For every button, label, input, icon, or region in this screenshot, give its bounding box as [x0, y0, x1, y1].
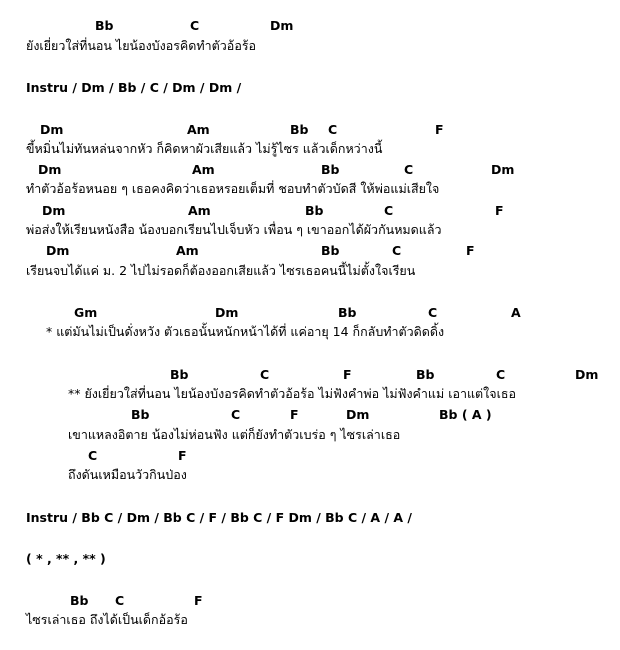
chord: Bb — [290, 122, 309, 137]
lyric-line: ** ยังเยี่ยวใส่ที่นอน ไยน้องบังอรคิดทำตัวอ้อร้อ ไม่ฟังคำพ่อ ไม่ฟังคำแม่ เอาแต่ใจเธอ — [68, 386, 517, 401]
chord: C — [392, 243, 402, 258]
chord: F — [194, 593, 203, 608]
repeat-note: ( * , ** , ** ) — [26, 551, 106, 566]
chord: C — [115, 593, 125, 608]
chord: Dm — [46, 243, 70, 258]
chord: Bb — [70, 593, 89, 608]
chord: Dm — [215, 305, 239, 320]
chord: Am — [188, 203, 211, 218]
chord: C — [328, 122, 338, 137]
lyric-line: ถึงดันเหมือนวัวกินป่อง — [68, 467, 187, 482]
lyric-line: ไซรเล่าเธอ ถึงได้เป็นเด็กอ้อร้อ — [26, 612, 188, 627]
chord: Am — [187, 122, 210, 137]
chord: Gm — [74, 305, 98, 320]
lyric-line: ทำตัวอ้อร้อหนอย ๆ เธอคงคิดว่าเธอหรอยเต็มที่ ชอบทำตัวบัดสี ให้พ่อแม่เสียใจ — [26, 181, 440, 196]
chord: Bb — [131, 407, 150, 422]
chord: Bb — [321, 162, 340, 177]
chord: C — [496, 367, 506, 382]
lyric-line: * แต่มันไม่เป็นดั่งหวัง ตัวเธอนั้นหนักหน้าได้ที่ แค่อายุ 14 ก็กลับทำตัวดิดดิ้ง — [46, 324, 445, 339]
chord: Bb — [170, 367, 189, 382]
lyric-line: ยังเยี่ยวใส่ที่นอน ไยน้องบังอรคิดทำตัวอ้อร้อ — [26, 38, 257, 53]
chord: C — [428, 305, 438, 320]
lyric-line: เขาแหลงอิตาย น้องไม่ห่อนฟัง แต่ก็ยังทำตัวเบร่อ ๆ ไซรเล่าเธอ — [68, 427, 401, 442]
chord: Dm — [575, 367, 599, 382]
chord: Dm — [346, 407, 370, 422]
instrumental-line: Instru / Bb C / Dm / Bb C / F / Bb C / F Dm / Bb C / A / A / — [26, 510, 412, 525]
chord: Dm — [42, 203, 66, 218]
lyric-line: ขี้หมิ่นไม่ทันหล่นจากหัว ก็คิดหาผัวเสียแล้ว ไม่รู้ไซร แล้วเด็กหว่างนี้ — [26, 141, 383, 156]
chord: Bb — [338, 305, 357, 320]
chord: Bb — [305, 203, 324, 218]
chord: F — [290, 407, 299, 422]
chord: C — [88, 448, 98, 463]
chord: Bb — [95, 18, 114, 33]
chord: C — [404, 162, 414, 177]
chord: Dm — [38, 162, 62, 177]
chord: Am — [192, 162, 215, 177]
lyric-line: พ่อส่งให้เรียนหนังสือ น้องบอกเรียนไปเจ็บหัว เพื่อน ๆ เขาออกได้ผัวกันหมดแล้ว — [26, 222, 442, 237]
chord: F — [435, 122, 444, 137]
chord: C — [190, 18, 200, 33]
instrumental-line: Instru / Dm / Bb / C / Dm / Dm / — [26, 80, 242, 95]
lyric-line: เรียนจบได้แค่ ม. 2 ไปไม่รอดก็ต้องออกเสียแล้ว ไซรเธอคนนี้ไม่ตั้งใจเรียน — [26, 263, 416, 278]
chord: A — [511, 305, 521, 320]
chord: F — [495, 203, 504, 218]
chord: F — [178, 448, 187, 463]
chord: Dm — [270, 18, 294, 33]
chord: Dm — [40, 122, 64, 137]
chord: Dm — [491, 162, 515, 177]
chord: C — [260, 367, 270, 382]
chord: Am — [176, 243, 199, 258]
chord: Bb ( A ) — [439, 407, 492, 422]
chord: F — [466, 243, 475, 258]
chord: C — [384, 203, 394, 218]
chord: C — [231, 407, 241, 422]
chord: Bb — [416, 367, 435, 382]
chord: Bb — [321, 243, 340, 258]
chord: F — [343, 367, 352, 382]
